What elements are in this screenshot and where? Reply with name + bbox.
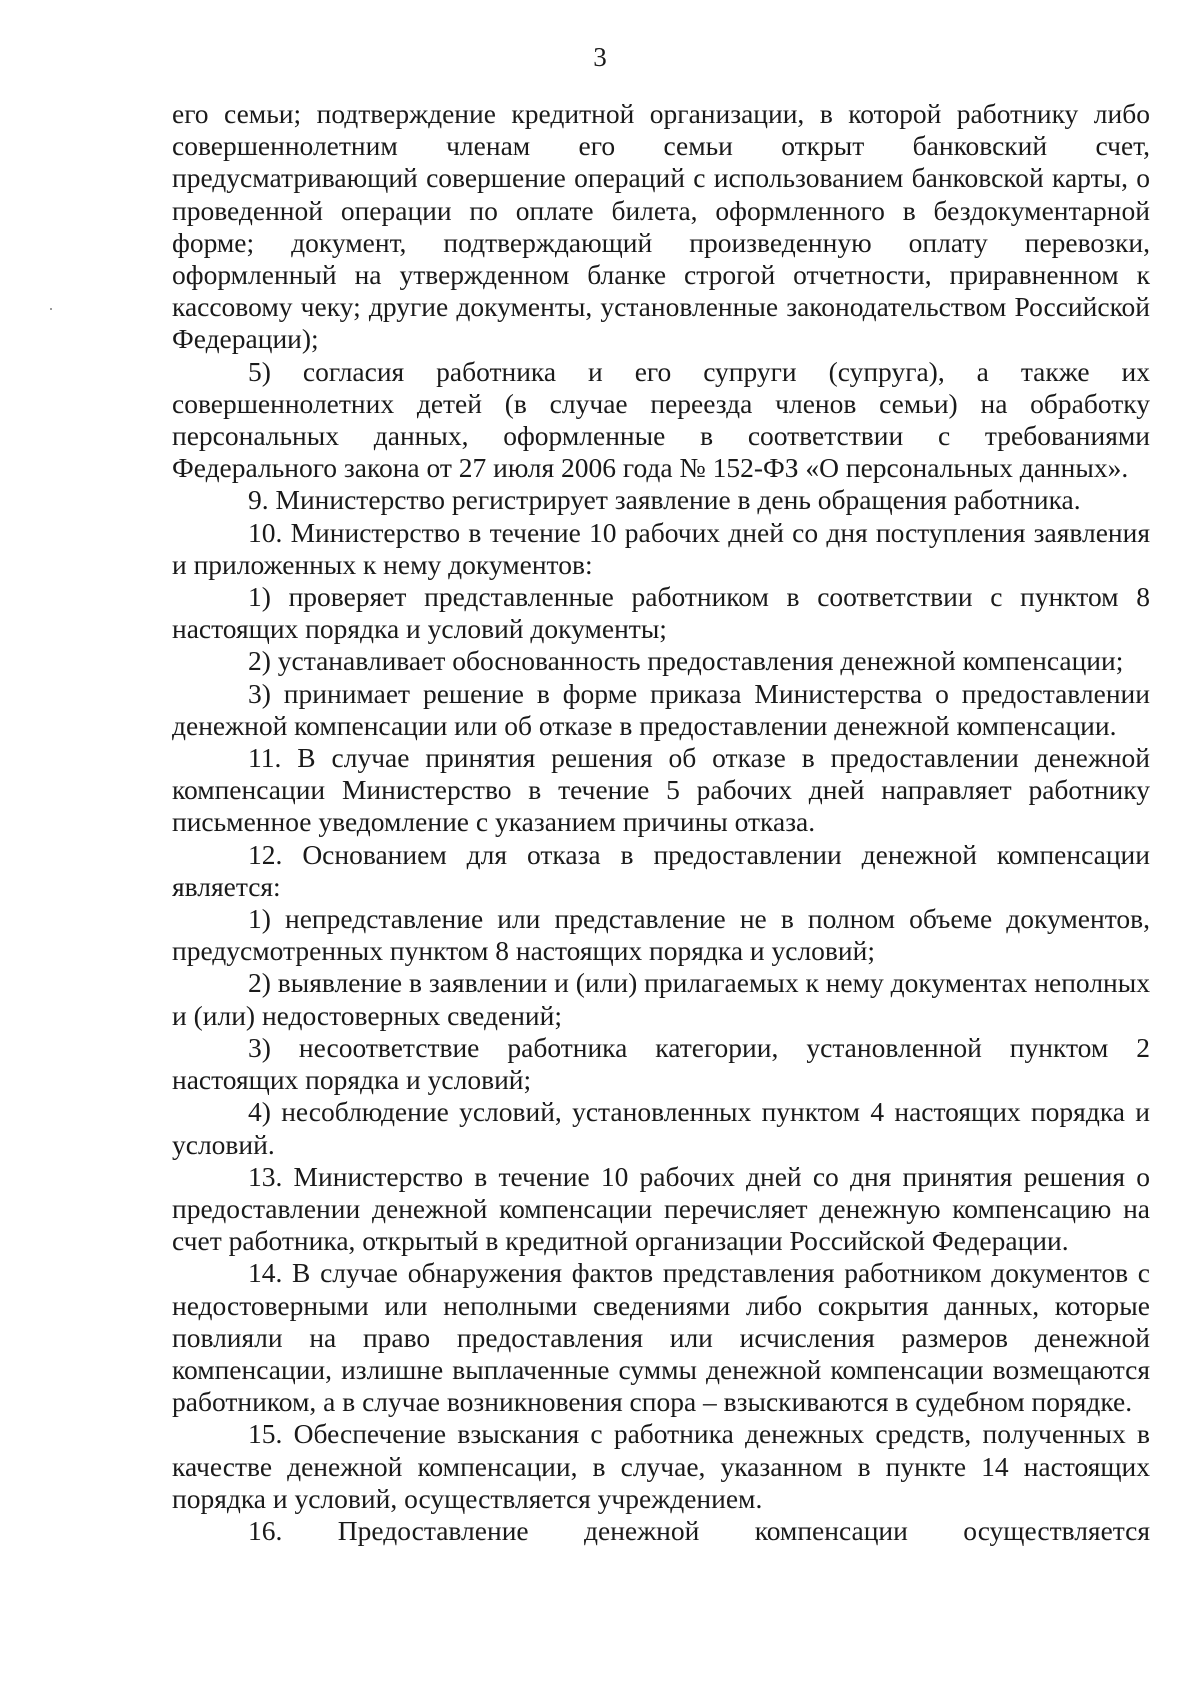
document-body	[172, 98, 1150, 1547]
paragraph-16: 16. Предоставление денежной компенсации осуществляется	[248, 1514, 1150, 1546]
paragraph-15: 15. Обеспечение взыскания с работника денежных средств, полученных в качестве денежной компенсации, в случае, указанном в пункте 14 настоящих порядка и условий, осуществляется учреждением.	[172, 1418, 1150, 1514]
page-number: 3	[593, 42, 607, 72]
paragraph-12-item-4: 4) несоблюдение условий, установленных пунктом 4 настоящих порядка и условий.	[172, 1096, 1150, 1160]
paragraph-continuation: его семьи; подтверждение кредитной организации, в которой работнику либо совершеннолетним членам его семьи открыт банковский счет, предусматривающий совершение операций с использованием банковской карты, о проведенной операции по оплате билета, оформленного в бездокументарной форме; документ, подтверждающий произведенную оплату перевозки, оформленный на утвержденном бланке строгой отчетности, приравненном к кассовому чеку; другие документы, установленные законодательством Российской Федерации);	[172, 98, 1150, 355]
paragraph-10-item-1: 1) проверяет представленные работником в соответствии с пунктом 8 настоящих порядка и условий документы;	[172, 581, 1150, 645]
paragraph-12-item-2: 2) выявление в заявлении и (или) прилагаемых к нему документах неполных и (или) недостоверных сведений;	[172, 967, 1150, 1031]
paragraph-10-item-3: 3) принимает решение в форме приказа Министерства о предоставлении денежной компенсации или об отказе в предоставлении денежной компенсации.	[172, 677, 1150, 741]
paragraph-13: 13. Министерство в течение 10 рабочих дней со дня принятия решения о предоставлении денежной компенсации перечисляет денежную компенсацию на счет работника, открытый в кредитной организации Российской Федерации.	[172, 1160, 1150, 1257]
paragraph-item-5-consents: 5) согласия работника и его супруги (супруга), а также их совершеннолетних детей (в случае переезда членов семьи) на обработку персональных данных, оформленные в соответствии с требованиями Федерального закона от 27 июля 2006 года № 152-ФЗ «О персональных данных».	[172, 355, 1150, 484]
paragraph-11: 11. В случае принятия решения об отказе в предоставлении денежной компенсации Министерство в течение 5 рабочих дней направляет работнику письменное уведомление с указанием причины отказа.	[172, 742, 1150, 838]
paragraph-12: 12. Основанием для отказа в предоставлении денежной компенсации является:	[172, 838, 1150, 902]
paragraph-12-item-1: 1) непредставление или представление не в полном объеме документов, предусмотренных пунктом 8 настоящих порядка и условий;	[172, 903, 1150, 967]
paragraph-10-item-2: 2) устанавливает обоснованность предоставления денежной компенсации;	[248, 645, 1124, 677]
scan-margin-dot	[50, 308, 52, 310]
paragraph-9: 9. Министерство регистрирует заявление в день обращения работника.	[248, 484, 1081, 516]
paragraph-14: 14. В случае обнаружения фактов представления работником документов с недостоверными или неполными сведениями либо сокрытия данных, которые повлияли на право предоставления или исчисления размеров денежной компенсации, излишне выплаченные суммы денежной компенсации возмещаются работником, а в случае возникновения спора – взыскиваются в судебном порядке.	[172, 1257, 1150, 1418]
paragraph-12-item-3: 3) несоответствие работника категории, установленной пунктом 2 настоящих порядка и условий;	[172, 1031, 1150, 1096]
paragraph-10: 10. Министерство в течение 10 рабочих дней со дня поступления заявления и приложенных к нему документов:	[172, 516, 1150, 580]
